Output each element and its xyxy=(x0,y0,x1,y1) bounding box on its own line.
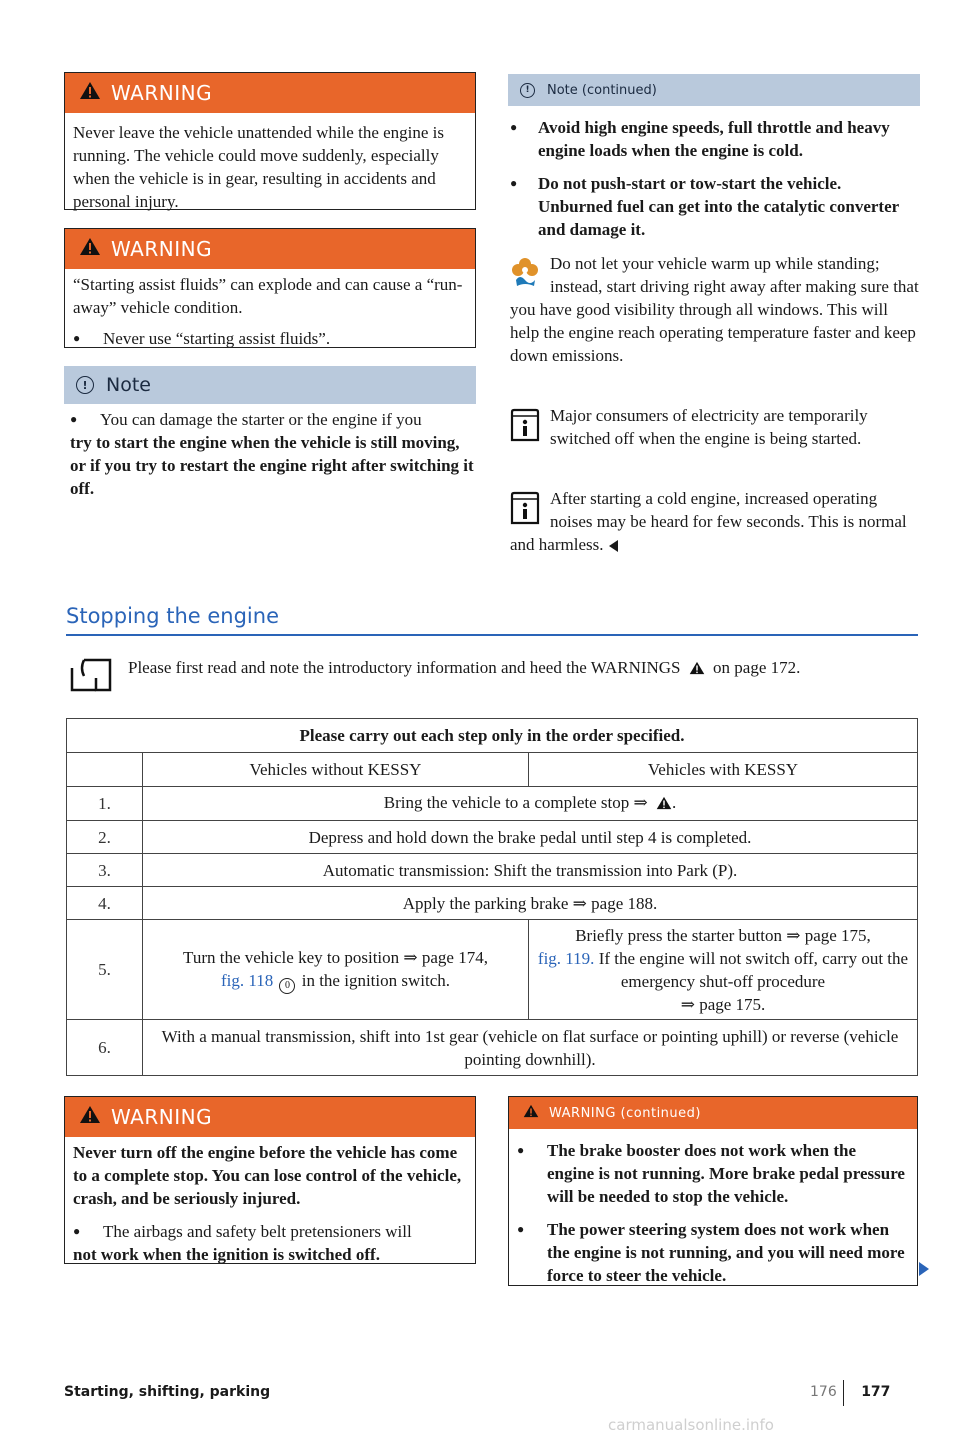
warning-bullet: ● The brake booster does not work when the engine is not running. More brake pedal pressure will be needed to stop the vehicle. xyxy=(517,1139,907,1208)
section-title: Stopping the engine xyxy=(66,604,279,628)
ignition-position-0-icon: 0 xyxy=(279,978,295,994)
info-book-icon xyxy=(510,491,540,525)
warning-box-continued xyxy=(508,1096,918,1286)
warning-text: “Starting assist fluids” can explode and can cause a “run-away” vehicle condition. xyxy=(73,275,463,317)
warning-triangle-icon xyxy=(79,1105,101,1129)
column-header-with-kessy: Vehicles with KESSY xyxy=(529,753,918,787)
warning-header: WARNING xyxy=(65,229,475,269)
warning-triangle-icon xyxy=(523,1104,539,1122)
page-number-right: 177 xyxy=(861,1384,891,1400)
note-body xyxy=(70,408,478,500)
table-row: 4. Apply the parking brake ⇒ page 188. xyxy=(67,887,918,920)
flower-eco-icon xyxy=(510,256,540,288)
page-number-left: 176 xyxy=(810,1384,837,1400)
page-numbers xyxy=(810,1384,890,1400)
note-header: ! Note xyxy=(64,366,476,404)
table-row: 6. With a manual transmission, shift into 1st gear (vehicle on flat surface or pointing uphill) or reverse (vehicle pointing downhill). xyxy=(67,1020,918,1076)
table-row: 2. Depress and hold down the brake pedal until step 4 is completed. xyxy=(67,821,918,854)
note-bullet: ● Avoid high engine speeds, full throttle and heavy engine loads when the engine is cold. xyxy=(510,116,920,162)
watermark: carmanualsonline.info xyxy=(608,1416,774,1434)
note-bullet: ● Do not push-start or tow-start the vehicle. Unburned fuel can get into the catalytic converter and damage it. xyxy=(510,172,920,241)
note-continued-body xyxy=(510,116,920,251)
warning-triangle-icon xyxy=(79,237,101,261)
figure-link[interactable]: fig. 119. xyxy=(537,948,595,968)
table-row: 1. Bring the vehicle to a complete stop ⇒ . xyxy=(67,787,918,821)
info-circle-icon: ! xyxy=(520,83,535,98)
figure-link[interactable]: fig. 118 xyxy=(220,970,274,990)
table-row: 3. Automatic transmission: Shift the transmission into Park (P). xyxy=(67,854,918,887)
info-note-electricity: Major consumers of electricity are temporarily switched off when the engine is being started. xyxy=(510,404,920,450)
warning-header: WARNING xyxy=(65,1097,475,1137)
section-intro: Please first read and note the introductory information and heed the WARNINGS on page 172. xyxy=(128,656,920,681)
warning-header: WARNING xyxy=(65,73,475,113)
info-note-noise: After starting a cold engine, increased operating noises may be heard for few seconds. This is normal and harmless. xyxy=(510,489,907,554)
section-divider xyxy=(66,634,918,636)
info-circle-icon: ! xyxy=(76,376,94,394)
warning-triangle-icon xyxy=(79,81,101,105)
warning-triangle-icon xyxy=(656,793,672,816)
eco-tip: Do not let your vehicle warm up while standing; instead, start driving right away after making sure that you have good visibility through all windows. This will help the engine reach operating temperature faster and keep down emissions. xyxy=(510,254,919,365)
table-header: Please carry out each step only in the order specified. xyxy=(67,719,918,753)
note-continued-header: ! Note (continued) xyxy=(508,74,920,106)
warning-bullet-rest: not work when the ignition is switched off. xyxy=(73,1245,380,1264)
note-bullet-lead: You can damage the starter or the engine if you xyxy=(100,410,422,429)
warning-text: Never leave the vehicle unattended while the engine is running. The vehicle could move suddenly, especially when the vehicle is in gear, resulting in accidents and personal injury. xyxy=(73,123,445,211)
warning-box-unattended xyxy=(64,72,476,210)
warning-bullet: ● The power steering system does not work when the engine is not running, and you will need more force to steer the vehicle. xyxy=(517,1218,907,1287)
warning-bullet-lead: The airbags and safety belt pretensioners will xyxy=(103,1222,412,1241)
column-header-without-kessy: Vehicles without KESSY xyxy=(143,753,529,787)
warning-bullet: ● Never use “starting assist fluids”. xyxy=(73,327,465,350)
chapter-footer: Starting, shifting, parking xyxy=(64,1384,271,1400)
page-number-divider xyxy=(843,1380,844,1406)
warning-header: WARNING (continued) xyxy=(509,1097,917,1129)
warning-box-starting-fluids xyxy=(64,228,476,348)
warning-text: Never turn off the engine before the vehicle has come to a complete stop. You can lose control of the vehicle, crash, and be seriously injured. xyxy=(73,1143,462,1208)
note-bullet-rest: try to start the engine when the vehicle is still moving, or if you try to restart the engine right after switching it off. xyxy=(70,433,474,498)
info-book-icon xyxy=(510,408,540,442)
read-first-icon xyxy=(70,656,120,698)
steps-table xyxy=(66,718,918,1076)
table-row: 5. Turn the vehicle key to position ⇒ page 174, fig. 118 0 in the ignition switch. Briefly press the starter button ⇒ page 175, fig. 119. If the engine will not switch off, carry out the emergency shut-off procedure ⇒ page 175. xyxy=(67,920,918,1020)
continue-arrow-icon xyxy=(919,1262,929,1276)
warning-triangle-icon xyxy=(689,658,705,681)
warning-box-stop-engine xyxy=(64,1096,476,1264)
section-end-icon xyxy=(609,540,618,552)
